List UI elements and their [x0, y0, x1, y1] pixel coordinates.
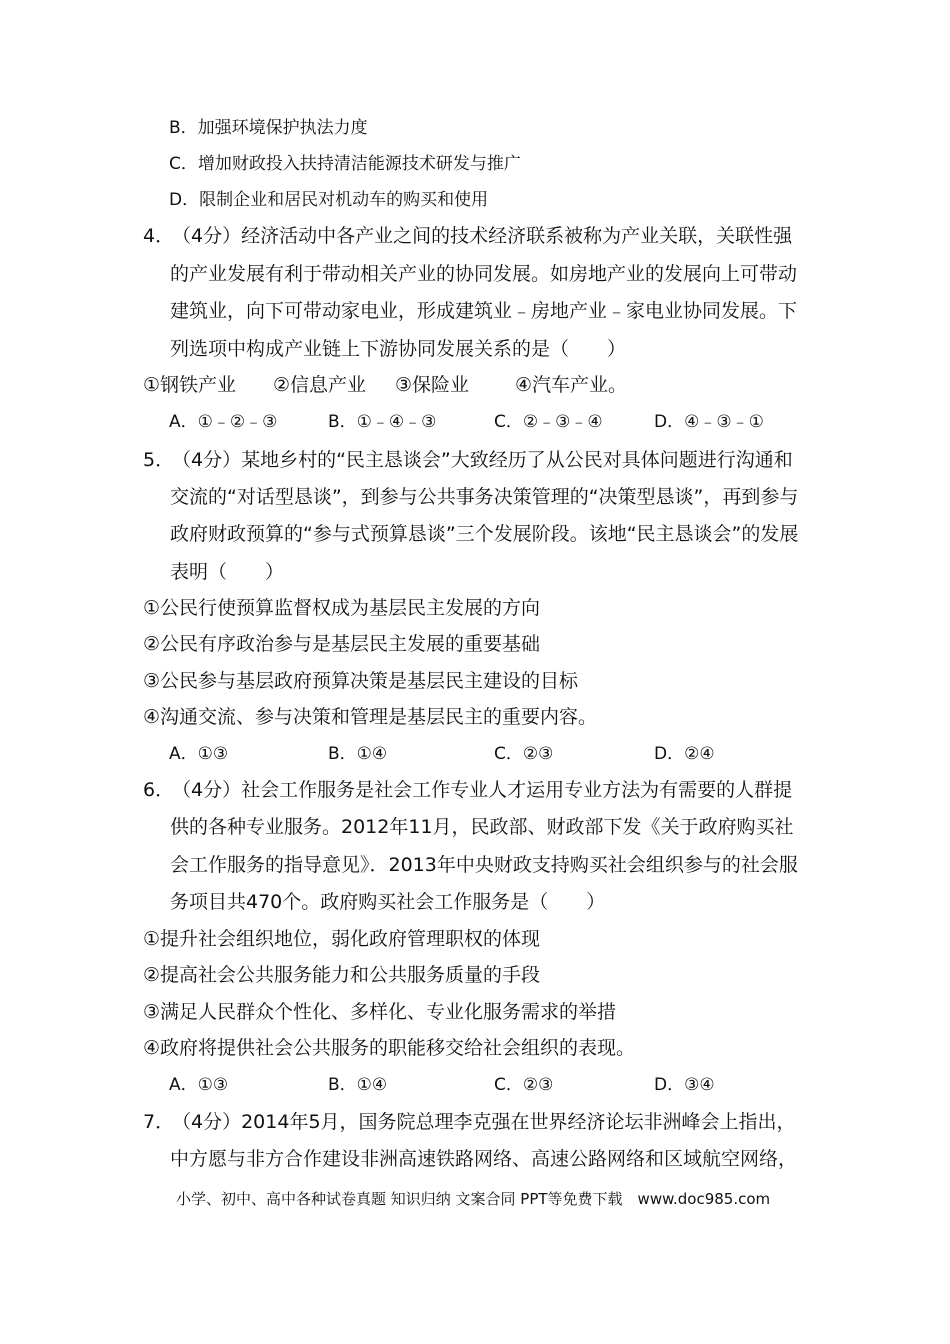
q5-item-3: ③公民参与基层政府预算决策是基层民主建设的目标: [143, 670, 579, 692]
q6-stem-line-4: 务项目共470个。政府购买社会工作服务是（ ）: [170, 891, 606, 913]
q3-option-c: C．增加财政投入扶持清洁能源技术研发与推广: [169, 154, 521, 174]
q4-item-1: ①钢铁产业: [143, 374, 237, 396]
q4-item-2: ②信息产业: [273, 374, 367, 396]
q4-number: 4．: [143, 225, 175, 247]
q5-option-a: A．①③: [169, 744, 229, 764]
q5-item-2: ②公民有序政治参与是基层民主发展的重要基础: [143, 633, 541, 655]
page-footer: 小学、初中、高中各种试卷真题 知识归纳 文案合同 PPT等免费下载 www.doc985.com: [176, 1190, 771, 1208]
q6-number: 6．: [143, 779, 175, 801]
q6-stem-line-1: （4分）社会工作服务是社会工作专业人才运用专业方法为有需要的人群提: [172, 779, 793, 801]
q5-stem-line-2: 交流的“对话型恳谈”，到参与公共事务决策管理的“决策型恳谈”，再到参与: [170, 486, 799, 508]
q3-option-d: D．限制企业和居民对机动车的购买和使用: [169, 190, 489, 210]
q5-stem-line-4: 表明（ ）: [170, 561, 285, 583]
q6-option-c: C．②③: [494, 1075, 554, 1095]
q5-option-d: D．②④: [654, 744, 715, 764]
q4-option-b: B．①﹣④﹣③: [328, 412, 437, 432]
q6-item-2: ②提高社会公共服务能力和公共服务质量的手段: [143, 964, 541, 986]
q6-item-4: ④政府将提供社会公共服务的职能移交给社会组织的表现。: [143, 1037, 636, 1059]
q7-stem-line-2: 中方愿与非方合作建设非洲高速铁路网络、高速公路网络和区域航空网络，: [170, 1148, 798, 1170]
q6-stem-line-3: 会工作服务的指导意见》．2013年中央财政支持购买社会组织参与的社会服: [170, 854, 798, 876]
q4-stem-line-1: （4分）经济活动中各产业之间的技术经济联系被称为产业关联，关联性强: [172, 225, 793, 247]
q4-item-3: ③保险业: [395, 374, 470, 396]
q5-stem-line-3: 政府财政预算的“参与式预算恳谈”三个发展阶段。该地“民主恳谈会”的发展: [170, 523, 799, 545]
q3-option-b: B．加强环境保护执法力度: [169, 118, 368, 138]
q4-option-d: D．④﹣③﹣①: [654, 412, 764, 432]
q4-stem-line-3: 建筑业，向下可带动家电业，形成建筑业﹣房地产业﹣家电业协同发展。下: [170, 300, 798, 322]
q7-stem-line-1: （4分）2014年5月，国务院总理李克强在世界经济论坛非洲峰会上指出，: [172, 1111, 796, 1133]
q6-item-3: ③满足人民群众个性化、多样化、专业化服务需求的举措: [143, 1001, 617, 1023]
q7-number: 7．: [143, 1111, 175, 1133]
q6-stem-line-2: 供的各种专业服务。2012年11月，民政部、财政部下发《关于政府购买社: [170, 816, 794, 838]
q4-item-4: ④汽车产业。: [515, 374, 628, 396]
q6-option-b: B．①④: [328, 1075, 388, 1095]
q5-stem-line-1: （4分）某地乡村的“民主恳谈会”大致经历了从公民对具体问题进行沟通和: [172, 449, 793, 471]
q6-item-1: ①提升社会组织地位，弱化政府管理职权的体现: [143, 928, 541, 950]
q4-stem-line-4: 列选项中构成产业链上下游协同发展关系的是（ ）: [170, 338, 627, 360]
q5-option-c: C．②③: [494, 744, 554, 764]
q6-option-a: A．①③: [169, 1075, 229, 1095]
q6-option-d: D．③④: [654, 1075, 715, 1095]
q5-item-1: ①公民行使预算监督权成为基层民主发展的方向: [143, 597, 541, 619]
q5-number: 5．: [143, 449, 175, 471]
q5-option-b: B．①④: [328, 744, 388, 764]
q4-option-c: C．②﹣③﹣④: [494, 412, 603, 432]
q4-option-a: A．①﹣②﹣③: [169, 412, 278, 432]
q4-stem-line-2: 的产业发展有利于带动相关产业的协同发展。如房地产业的发展向上可带动: [170, 263, 798, 285]
q5-item-4: ④沟通交流、参与决策和管理是基层民主的重要内容。: [143, 706, 598, 728]
